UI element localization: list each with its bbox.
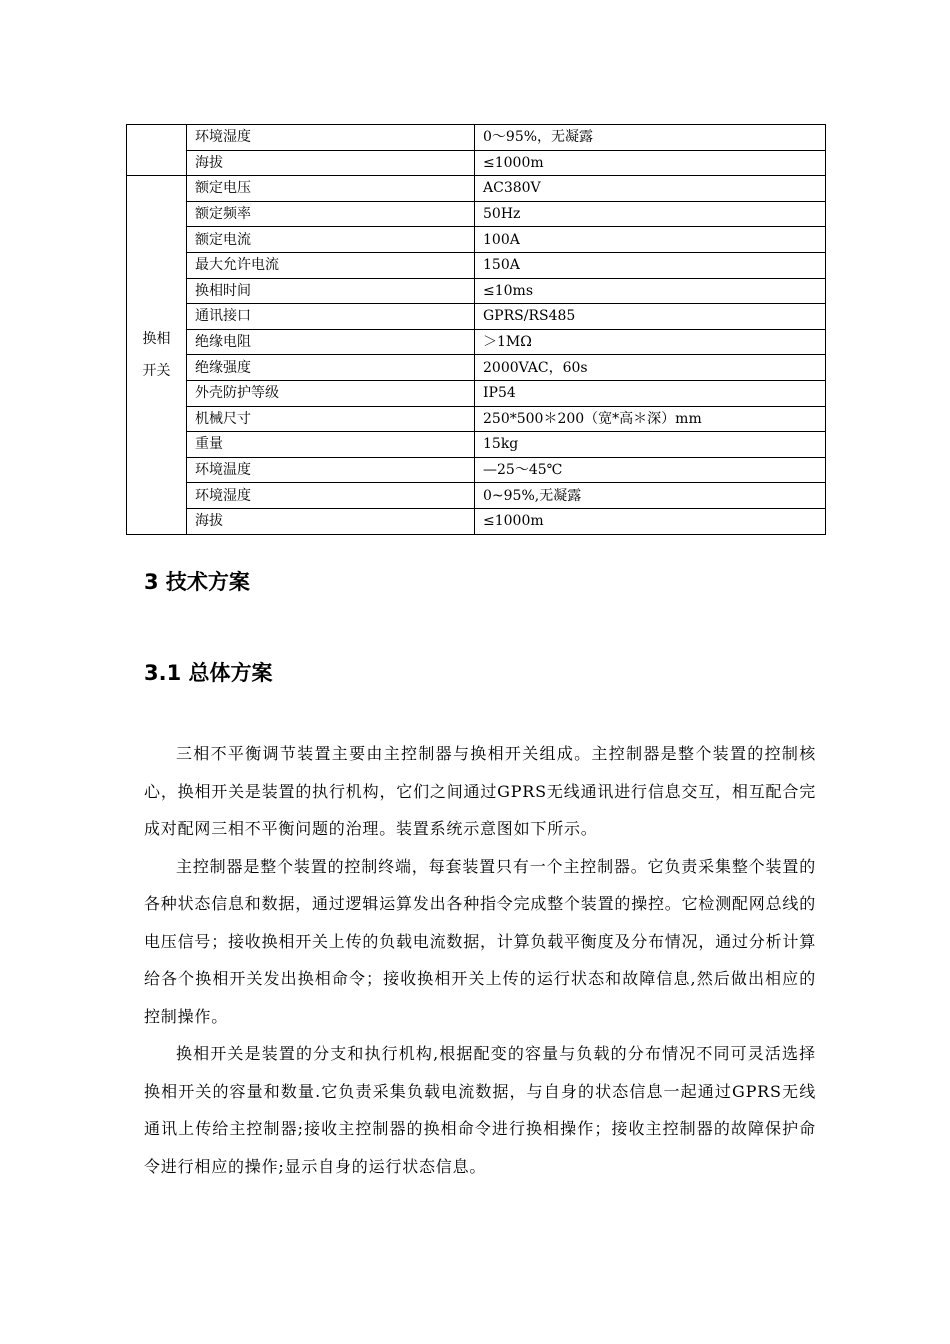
param-value: —25～45℃ xyxy=(475,457,826,483)
group-label-line2: 开关 xyxy=(142,362,171,379)
table-row xyxy=(127,252,826,278)
table-row xyxy=(127,150,826,176)
table-row xyxy=(127,457,826,483)
table-row xyxy=(127,176,826,202)
table-row xyxy=(127,329,826,355)
param-value: 15kg xyxy=(475,432,826,458)
param-value: 2000VAC，60s xyxy=(475,355,826,381)
param-name: 机械尺寸 xyxy=(187,406,475,432)
table-row xyxy=(127,432,826,458)
table-row xyxy=(127,125,826,151)
table-row xyxy=(127,278,826,304)
param-value: ≤1000m xyxy=(475,150,826,176)
param-value: GPRS/RS485 xyxy=(475,304,826,330)
param-value: 0～95%，无凝露 xyxy=(475,125,826,151)
spec-table xyxy=(126,124,826,535)
param-name: 海拔 xyxy=(187,150,475,176)
paragraph: 主控制器是整个装置的控制终端，每套装置只有一个主控制器。它负责采集整个装置的各种状态信息和数据，通过逻辑运算发出各种指令完成整个装置的操控。它检测配网总线的电压信号；接收换相开关上传的负载电流数据，计算负载平衡度及分布情况，通过分析计算给各个换相开关发出换相命令；接收换相开关上传的运行状态和故障信息,然后做出相应的控制操作。 xyxy=(144,856,817,1026)
param-name: 最大允许电流 xyxy=(187,252,475,278)
param-name: 通讯接口 xyxy=(187,304,475,330)
param-name: 环境湿度 xyxy=(187,483,475,509)
group-label-line1: 换相 xyxy=(142,330,171,347)
param-name: 额定频率 xyxy=(187,201,475,227)
param-value: 100A xyxy=(475,227,826,253)
param-value: 250*500＊200（宽*高＊深）mm xyxy=(475,406,826,432)
param-name: 绝缘强度 xyxy=(187,355,475,381)
paragraph: 换相开关是装置的分支和执行机构,根据配变的容量与负载的分布情况不同可灵活选择换相开关的容量和数量.它负责采集负载电流数据，与自身的状态信息一起通过GPRS无线通讯上传给主控制器;接收主控制器的换相命令进行换相操作；接收主控制器的故障保护命令进行相应的操作;显示自身的运行状态信息。 xyxy=(144,1044,816,1176)
body-text xyxy=(144,735,816,1185)
group-label-cell xyxy=(127,176,187,534)
group-cell-empty xyxy=(127,125,187,176)
table-row xyxy=(127,355,826,381)
param-name: 环境温度 xyxy=(187,457,475,483)
param-name: 额定电压 xyxy=(187,176,475,202)
param-value: 150A xyxy=(475,252,826,278)
param-name: 绝缘电阻 xyxy=(187,329,475,355)
param-name: 换相时间 xyxy=(187,278,475,304)
section-heading: 3 技术方案 xyxy=(144,570,250,594)
table-row xyxy=(127,304,826,330)
param-value: ≤1000m xyxy=(475,508,826,534)
param-name: 环境湿度 xyxy=(187,125,475,151)
table-row xyxy=(127,508,826,534)
table-row xyxy=(127,380,826,406)
param-name: 额定电流 xyxy=(187,227,475,253)
table-row xyxy=(127,483,826,509)
subsection-heading: 3.1 总体方案 xyxy=(144,661,273,685)
param-value: 0~95%,无凝露 xyxy=(475,483,826,509)
table-row xyxy=(127,406,826,432)
table-row xyxy=(127,201,826,227)
param-value: ＞1MΩ xyxy=(475,329,826,355)
param-value: AC380V xyxy=(475,176,826,202)
param-name: 海拔 xyxy=(187,508,475,534)
paragraph: 三相不平衡调节装置主要由主控制器与换相开关组成。主控制器是整个装置的控制核心，换相开关是装置的执行机构，它们之间通过GPRS无线通讯进行信息交互，相互配合完成对配网三相不平衡问题的治理。装置系统示意图如下所示。 xyxy=(144,744,816,838)
param-name: 外壳防护等级 xyxy=(187,380,475,406)
table-row xyxy=(127,227,826,253)
param-value: ≤10ms xyxy=(475,278,826,304)
param-value: IP54 xyxy=(475,380,826,406)
param-value: 50Hz xyxy=(475,201,826,227)
param-name: 重量 xyxy=(187,432,475,458)
